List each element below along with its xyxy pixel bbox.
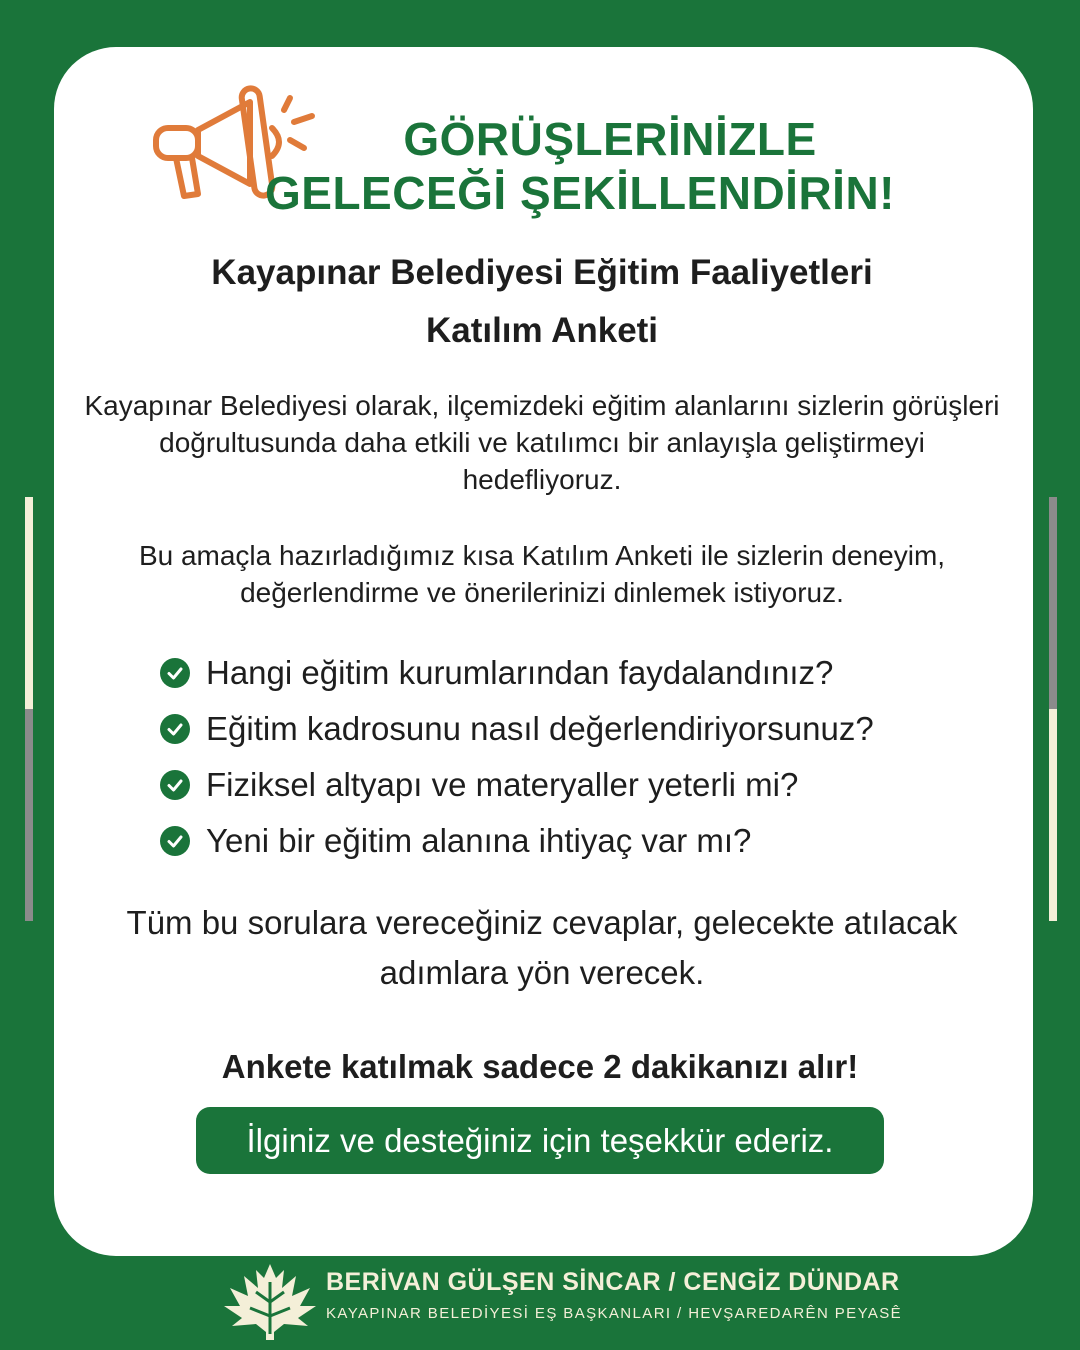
list-item (160, 757, 980, 813)
closing-paragraph: Tüm bu sorulara vereceğiniz cevaplar, gelecekte atılacak adımlara yön verecek. (126, 904, 958, 991)
intro-paragraph-2: Bu amaçla hazırladığımız kısa Katılım Anketi ile sizlerin deneyim, değerlendirme ve önerilerinizi dinlemek istiyoruz. (138, 540, 946, 608)
footer-subtitle: KAYAPINAR BELEDİYESİ EŞ BAŞKANLARI / HEVŞAREDARÊN PEYASÊ (326, 1305, 903, 1322)
thanks-banner: İlginiz ve desteğiniz için teşekkür ederiz. (196, 1107, 884, 1174)
headline-line-1: GÖRÜŞLERİNİZLE (403, 113, 817, 165)
question-text: Fiziksel altyapı ve materyaller yeterli mi? (206, 766, 799, 803)
list-item (160, 813, 980, 869)
list-item (160, 701, 980, 757)
intro-paragraph-1: Kayapınar Belediyesi olarak, ilçemizdeki eğitim alanlarını sizlerin görüşleri doğrultusunda daha etkili ve katılımcı bir anlayışla geliştirmeyi hedefliyoruz. (84, 390, 1000, 495)
right-decor-bar-gray (1049, 497, 1057, 709)
footer-names: BERİVAN GÜLŞEN SİNCAR / CENGİZ DÜNDAR (326, 1268, 900, 1296)
survey-title (80, 244, 1004, 360)
left-decor-bar-light (25, 497, 33, 709)
question-text: Eğitim kadrosunu nasıl değerlendiriyorsunuz? (206, 710, 874, 747)
list-item (160, 645, 980, 701)
left-decor-bar-gray (25, 709, 33, 921)
right-decor-bar-light (1049, 709, 1057, 921)
survey-title-line-2: Katılım Anketi (425, 311, 659, 350)
headline-line-2: GELECEĞİ ŞEKİLLENDİRİN! (265, 167, 895, 219)
survey-title-line-1: Kayapınar Belediyesi Eğitim Faaliyetleri (211, 253, 873, 292)
question-list (160, 645, 980, 869)
question-text: Hangi eğitim kurumlarından faydalandınız? (206, 654, 834, 691)
check-circle-icon (160, 770, 190, 800)
check-circle-icon (160, 714, 190, 744)
survey-cta-text: Ankete katılmak sadece 2 dakikanızı alır! (221, 1048, 859, 1085)
check-circle-icon (160, 826, 190, 856)
question-text: Yeni bir eğitim alanına ihtiyaç var mı? (206, 822, 752, 859)
headline (180, 112, 900, 220)
leaf-logo-icon (222, 1262, 318, 1342)
check-circle-icon (160, 658, 190, 688)
